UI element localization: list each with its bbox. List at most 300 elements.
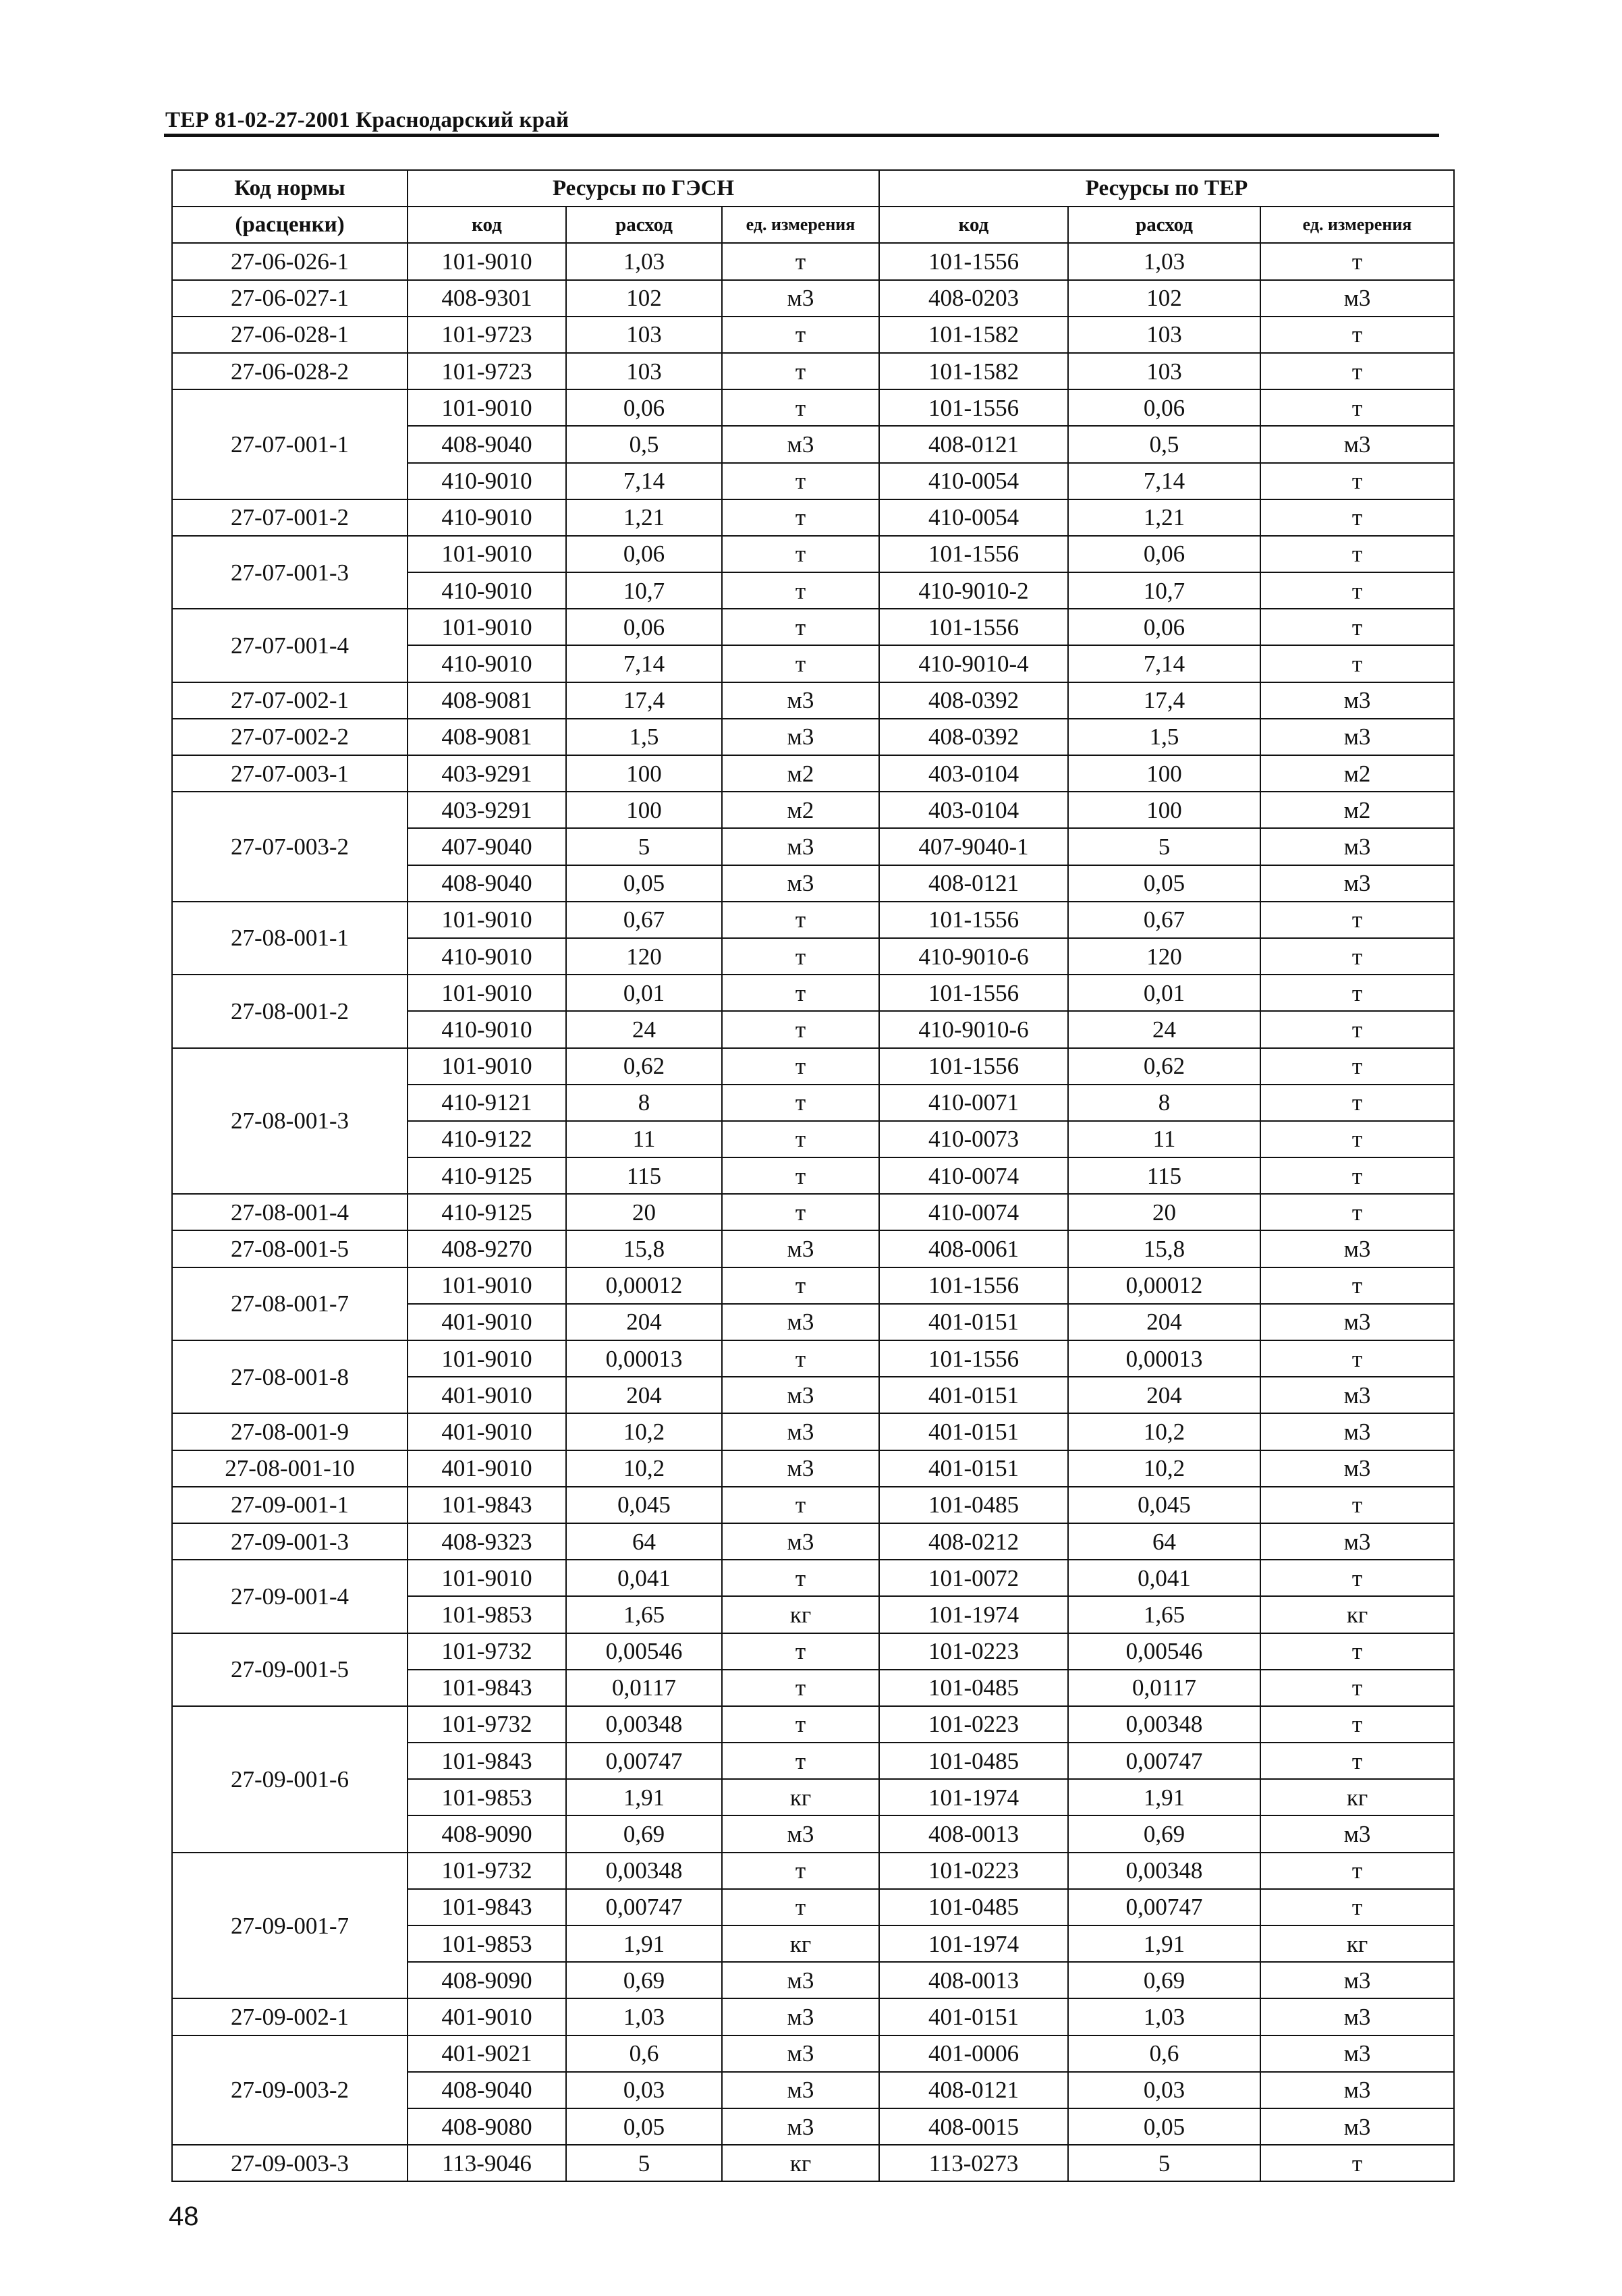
table-row (172, 2145, 1454, 2181)
ter-unit-cell: т (1260, 389, 1454, 426)
gesn-amount-cell: 10,2 (566, 1413, 722, 1450)
gesn-amount-cell: 11 (566, 1121, 722, 1157)
ter-code-cell: 410-0054 (879, 463, 1068, 499)
gesn-unit-cell: т (722, 609, 879, 645)
ter-code-cell: 403-0104 (879, 792, 1068, 828)
gesn-unit-cell: т (722, 1743, 879, 1779)
gesn-unit-cell: м3 (722, 1413, 879, 1450)
table-row (172, 1413, 1454, 1450)
gesn-amount-cell: 1,03 (566, 1998, 722, 2035)
ter-amount-cell: 0,05 (1068, 2108, 1260, 2145)
table-row (172, 536, 1454, 572)
gesn-code-cell: 101-9010 (408, 902, 566, 938)
ter-code-cell: 101-1556 (879, 389, 1068, 426)
gesn-code-cell: 407-9040 (408, 828, 566, 865)
ter-unit-cell: м3 (1260, 865, 1454, 902)
table-row (172, 1487, 1454, 1523)
gesn-unit-cell: т (722, 572, 879, 609)
page-header (164, 101, 1439, 135)
gesn-code-cell: 408-9090 (408, 1815, 566, 1852)
table-row (172, 1853, 1454, 1889)
ter-unit-cell: м3 (1260, 1998, 1454, 2035)
ter-code-cell: 410-9010-6 (879, 938, 1068, 975)
norm-code-cell: 27-08-001-3 (172, 1048, 408, 1195)
gesn-unit-cell: т (722, 1853, 879, 1889)
norm-code-cell: 27-08-001-7 (172, 1267, 408, 1340)
ter-code-cell: 101-0485 (879, 1670, 1068, 1706)
ter-code-cell: 410-0074 (879, 1194, 1068, 1230)
ter-unit-cell: т (1260, 1560, 1454, 1596)
gesn-amount-cell: 1,21 (566, 499, 722, 536)
gesn-code-cell: 401-9010 (408, 1413, 566, 1450)
ter-amount-header: расход (1068, 207, 1260, 243)
ter-amount-cell: 0,01 (1068, 975, 1260, 1011)
gesn-code-cell: 113-9046 (408, 2145, 566, 2181)
gesn-code-cell: 101-9723 (408, 353, 566, 389)
gesn-amount-cell: 7,14 (566, 645, 722, 682)
gesn-amount-cell: 10,7 (566, 572, 722, 609)
ter-amount-cell: 1,03 (1068, 1998, 1260, 2035)
ter-amount-cell: 8 (1068, 1085, 1260, 1121)
ter-code-cell: 101-1556 (879, 243, 1068, 279)
gesn-code-cell: 410-9122 (408, 1121, 566, 1157)
norm-code-cell: 27-08-001-10 (172, 1450, 408, 1487)
gesn-unit-cell: т (722, 1194, 879, 1230)
gesn-unit-cell: т (722, 1048, 879, 1085)
gesn-unit-cell: т (722, 645, 879, 682)
gesn-unit-cell: м3 (722, 1230, 879, 1267)
ter-unit-cell: т (1260, 975, 1454, 1011)
gesn-code-cell: 101-9010 (408, 1048, 566, 1085)
ter-amount-cell: 24 (1068, 1011, 1260, 1047)
ter-amount-cell: 0,00012 (1068, 1267, 1260, 1304)
ter-code-cell: 408-0392 (879, 719, 1068, 755)
ter-code-cell: 101-1582 (879, 317, 1068, 353)
norm-code-cell: 27-06-027-1 (172, 280, 408, 317)
norm-code-subheader: (расценки) (172, 207, 408, 243)
ter-amount-cell: 1,03 (1068, 243, 1260, 279)
ter-code-cell: 410-0054 (879, 499, 1068, 536)
ter-code-cell: 401-0151 (879, 1998, 1068, 2035)
ter-unit-cell: т (1260, 2145, 1454, 2181)
gesn-unit-cell: м3 (722, 719, 879, 755)
norm-code-cell: 27-07-001-1 (172, 389, 408, 499)
norm-code-cell: 27-08-001-8 (172, 1340, 408, 1413)
gesn-unit-cell: м3 (722, 1450, 879, 1487)
gesn-code-cell: 101-9010 (408, 389, 566, 426)
gesn-unit-cell: т (722, 1340, 879, 1377)
ter-amount-cell: 0,6 (1068, 2035, 1260, 2072)
ter-unit-cell: т (1260, 1048, 1454, 1085)
gesn-code-cell: 101-9010 (408, 243, 566, 279)
gesn-unit-cell: т (722, 1633, 879, 1670)
ter-code-cell: 113-0273 (879, 2145, 1068, 2181)
gesn-code-cell: 403-9291 (408, 755, 566, 792)
ter-amount-cell: 20 (1068, 1194, 1260, 1230)
ter-code-cell: 101-1556 (879, 536, 1068, 572)
gesn-unit-cell: м3 (722, 1523, 879, 1560)
ter-unit-cell: т (1260, 1633, 1454, 1670)
gesn-amount-cell: 115 (566, 1157, 722, 1194)
norm-code-cell: 27-09-003-2 (172, 2035, 408, 2145)
table-row (172, 2035, 1454, 2072)
gesn-unit-cell: т (722, 1157, 879, 1194)
gesn-unit-cell: т (722, 1085, 879, 1121)
gesn-unit-cell: м3 (722, 1998, 879, 2035)
ter-unit-cell: кг (1260, 1779, 1454, 1815)
gesn-unit-cell: м3 (722, 1377, 879, 1413)
gesn-amount-cell: 0,5 (566, 426, 722, 462)
gesn-unit-cell: т (722, 1889, 879, 1925)
gesn-unit-cell: т (722, 353, 879, 389)
gesn-amount-cell: 0,045 (566, 1487, 722, 1523)
gesn-amount-cell: 100 (566, 755, 722, 792)
norm-code-cell: 27-06-028-2 (172, 353, 408, 389)
gesn-code-cell: 101-9853 (408, 1596, 566, 1633)
gesn-amount-cell: 204 (566, 1304, 722, 1340)
ter-code-cell: 407-9040-1 (879, 828, 1068, 865)
ter-code-cell: 101-1556 (879, 902, 1068, 938)
gesn-amount-cell: 120 (566, 938, 722, 975)
ter-amount-cell: 0,05 (1068, 865, 1260, 902)
gesn-code-cell: 101-9723 (408, 317, 566, 353)
ter-amount-cell: 0,06 (1068, 536, 1260, 572)
ter-amount-cell: 204 (1068, 1304, 1260, 1340)
gesn-amount-cell: 0,03 (566, 2072, 722, 2108)
ter-unit-cell: м3 (1260, 1523, 1454, 1560)
gesn-code-cell: 101-9010 (408, 536, 566, 572)
gesn-code-cell: 101-9010 (408, 1340, 566, 1377)
ter-code-cell: 101-1974 (879, 1779, 1068, 1815)
gesn-code-cell: 101-9010 (408, 1560, 566, 1596)
table-row (172, 1048, 1454, 1085)
gesn-amount-cell: 103 (566, 317, 722, 353)
gesn-code-cell: 101-9843 (408, 1889, 566, 1925)
gesn-amount-cell: 0,06 (566, 536, 722, 572)
gesn-unit-cell: т (722, 902, 879, 938)
gesn-code-cell: 401-9010 (408, 1998, 566, 2035)
gesn-code-cell: 401-9010 (408, 1450, 566, 1487)
norm-code-cell: 27-06-028-1 (172, 317, 408, 353)
gesn-code-cell: 101-9010 (408, 609, 566, 645)
gesn-amount-cell: 0,01 (566, 975, 722, 1011)
gesn-code-cell: 101-9732 (408, 1853, 566, 1889)
gesn-code-cell: 101-9843 (408, 1487, 566, 1523)
ter-code-cell: 410-9010-4 (879, 645, 1068, 682)
ter-code-cell: 101-1582 (879, 353, 1068, 389)
ter-unit-cell: м3 (1260, 2108, 1454, 2145)
gesn-amount-cell: 5 (566, 2145, 722, 2181)
table-row (172, 499, 1454, 536)
ter-amount-cell: 10,2 (1068, 1413, 1260, 1450)
gesn-amount-cell: 1,03 (566, 243, 722, 279)
gesn-amount-cell: 0,00546 (566, 1633, 722, 1670)
table-row (172, 317, 1454, 353)
ter-amount-cell: 10,2 (1068, 1450, 1260, 1487)
gesn-code-cell: 101-9732 (408, 1633, 566, 1670)
gesn-unit-cell: т (722, 1487, 879, 1523)
gesn-amount-cell: 1,91 (566, 1925, 722, 1962)
ter-unit-cell: т (1260, 1670, 1454, 1706)
ter-amount-cell: 103 (1068, 317, 1260, 353)
ter-unit-cell: т (1260, 1194, 1454, 1230)
ter-code-cell: 101-1556 (879, 975, 1068, 1011)
ter-code-cell: 401-0151 (879, 1413, 1068, 1450)
ter-unit-cell: м3 (1260, 1304, 1454, 1340)
norm-code-cell: 27-09-001-5 (172, 1633, 408, 1706)
ter-unit-cell: т (1260, 1340, 1454, 1377)
table-row (172, 1998, 1454, 2035)
gesn-code-cell: 408-9323 (408, 1523, 566, 1560)
gesn-code-cell: 410-9010 (408, 1011, 566, 1047)
gesn-amount-cell: 17,4 (566, 682, 722, 719)
gesn-unit-cell: м2 (722, 792, 879, 828)
ter-amount-cell: 0,00013 (1068, 1340, 1260, 1377)
gesn-code-cell: 401-9021 (408, 2035, 566, 2072)
ter-unit-cell: кг (1260, 1596, 1454, 1633)
ter-unit-cell: т (1260, 1889, 1454, 1925)
ter-unit-cell: м3 (1260, 1450, 1454, 1487)
ter-unit-cell: м3 (1260, 2035, 1454, 2072)
gesn-amount-cell: 100 (566, 792, 722, 828)
ter-amount-cell: 1,5 (1068, 719, 1260, 755)
ter-unit-cell: т (1260, 902, 1454, 938)
gesn-code-cell: 408-9081 (408, 719, 566, 755)
ter-code-cell: 408-0121 (879, 426, 1068, 462)
ter-unit-cell: т (1260, 1011, 1454, 1047)
gesn-unit-cell: т (722, 1706, 879, 1743)
ter-amount-cell: 0,00546 (1068, 1633, 1260, 1670)
gesn-unit-cell: м3 (722, 1962, 879, 1998)
norm-code-cell: 27-07-003-2 (172, 792, 408, 902)
gesn-code-cell: 408-9301 (408, 280, 566, 317)
gesn-amount-cell: 0,0117 (566, 1670, 722, 1706)
ter-unit-cell: т (1260, 938, 1454, 975)
ter-amount-cell: 0,69 (1068, 1962, 1260, 1998)
gesn-code-cell: 410-9010 (408, 645, 566, 682)
gesn-amount-cell: 1,65 (566, 1596, 722, 1633)
gesn-amount-cell: 0,67 (566, 902, 722, 938)
document-title: ТЕР 81-02-27-2001 Краснодарский край (165, 108, 569, 132)
ter-amount-cell: 204 (1068, 1377, 1260, 1413)
table-row (172, 1523, 1454, 1560)
gesn-code-cell: 101-9853 (408, 1779, 566, 1815)
gesn-amount-cell: 0,05 (566, 2108, 722, 2145)
gesn-unit-cell: м3 (722, 426, 879, 462)
ter-unit-cell: м3 (1260, 1377, 1454, 1413)
gesn-amount-cell: 8 (566, 1085, 722, 1121)
gesn-unit-cell: кг (722, 2145, 879, 2181)
gesn-code-cell: 101-9732 (408, 1706, 566, 1743)
ter-code-cell: 101-1556 (879, 1048, 1068, 1085)
gesn-unit-cell: т (722, 389, 879, 426)
ter-code-cell: 408-0013 (879, 1815, 1068, 1852)
gesn-unit-cell: кг (722, 1779, 879, 1815)
norm-code-cell: 27-08-001-2 (172, 975, 408, 1047)
gesn-unit-cell: т (722, 317, 879, 353)
ter-amount-cell: 0,67 (1068, 902, 1260, 938)
gesn-unit-cell: м3 (722, 1304, 879, 1340)
gesn-code-cell: 410-9125 (408, 1157, 566, 1194)
ter-unit-cell: м3 (1260, 1962, 1454, 1998)
ter-amount-cell: 120 (1068, 938, 1260, 975)
ter-unit-cell: т (1260, 1487, 1454, 1523)
ter-amount-cell: 1,91 (1068, 1925, 1260, 1962)
gesn-amount-cell: 1,5 (566, 719, 722, 755)
gesn-amount-cell: 24 (566, 1011, 722, 1047)
norm-code-cell: 27-07-001-3 (172, 536, 408, 609)
norm-code-cell: 27-07-001-4 (172, 609, 408, 682)
table-row (172, 389, 1454, 426)
ter-amount-cell: 0,041 (1068, 1560, 1260, 1596)
ter-amount-cell: 7,14 (1068, 463, 1260, 499)
gesn-unit-cell: т (722, 243, 879, 279)
ter-code-cell: 101-1556 (879, 1340, 1068, 1377)
ter-unit-cell: т (1260, 1085, 1454, 1121)
norm-code-cell: 27-08-001-9 (172, 1413, 408, 1450)
ter-amount-cell: 7,14 (1068, 645, 1260, 682)
ter-unit-cell: т (1260, 1121, 1454, 1157)
ter-unit-cell: м2 (1260, 755, 1454, 792)
gesn-unit-cell: т (722, 1121, 879, 1157)
gesn-code-cell: 408-9081 (408, 682, 566, 719)
ter-amount-cell: 0,045 (1068, 1487, 1260, 1523)
ter-code-cell: 408-0015 (879, 2108, 1068, 2145)
ter-amount-cell: 17,4 (1068, 682, 1260, 719)
ter-code-cell: 101-1556 (879, 609, 1068, 645)
gesn-unit-cell: т (722, 499, 879, 536)
header-rule (164, 134, 1439, 137)
ter-amount-cell: 10,7 (1068, 572, 1260, 609)
ter-unit-cell: т (1260, 1853, 1454, 1889)
ter-code-cell: 101-1556 (879, 1267, 1068, 1304)
gesn-unit-cell: т (722, 1560, 879, 1596)
ter-code-cell: 408-0203 (879, 280, 1068, 317)
ter-amount-cell: 100 (1068, 792, 1260, 828)
gesn-unit-cell: т (722, 1670, 879, 1706)
gesn-code-cell: 401-9010 (408, 1377, 566, 1413)
ter-unit-cell: т (1260, 1157, 1454, 1194)
ter-code-cell: 101-0223 (879, 1853, 1068, 1889)
table-row (172, 243, 1454, 279)
ter-resources-header: Ресурсы по ТЕР (879, 170, 1454, 207)
norm-code-cell: 27-07-002-1 (172, 682, 408, 719)
gesn-code-cell: 408-9040 (408, 2072, 566, 2108)
table-row (172, 1706, 1454, 1743)
ter-amount-cell: 5 (1068, 828, 1260, 865)
gesn-code-cell: 101-9843 (408, 1743, 566, 1779)
gesn-unit-cell: м3 (722, 2072, 879, 2108)
gesn-code-cell: 410-9010 (408, 938, 566, 975)
ter-amount-cell: 0,06 (1068, 609, 1260, 645)
norm-code-cell: 27-08-001-5 (172, 1230, 408, 1267)
gesn-amount-cell: 64 (566, 1523, 722, 1560)
gesn-code-cell: 408-9090 (408, 1962, 566, 1998)
table-row (172, 609, 1454, 645)
gesn-amount-cell: 0,69 (566, 1962, 722, 1998)
norm-code-header: Код нормы (172, 170, 408, 207)
gesn-code-cell: 101-9010 (408, 1267, 566, 1304)
ter-unit-cell: м3 (1260, 280, 1454, 317)
gesn-code-cell: 403-9291 (408, 792, 566, 828)
ter-code-cell: 401-0151 (879, 1304, 1068, 1340)
ter-amount-cell: 0,69 (1068, 1815, 1260, 1852)
norm-code-cell: 27-07-002-2 (172, 719, 408, 755)
gesn-code-cell: 408-9270 (408, 1230, 566, 1267)
ter-unit-cell: т (1260, 463, 1454, 499)
ter-unit-cell: кг (1260, 1925, 1454, 1962)
norm-code-cell: 27-08-001-4 (172, 1194, 408, 1230)
gesn-code-header: код (408, 207, 566, 243)
page-number: 48 (169, 2202, 199, 2231)
ter-unit-cell: т (1260, 572, 1454, 609)
ter-amount-cell: 1,91 (1068, 1779, 1260, 1815)
ter-code-cell: 101-0485 (879, 1889, 1068, 1925)
ter-unit-header: ед. измерения (1260, 207, 1454, 243)
ter-unit-cell: м3 (1260, 1230, 1454, 1267)
gesn-unit-cell: т (722, 1267, 879, 1304)
ter-code-cell: 410-9010-2 (879, 572, 1068, 609)
gesn-unit-cell: т (722, 1011, 879, 1047)
ter-code-cell: 401-0006 (879, 2035, 1068, 2072)
ter-amount-cell: 100 (1068, 755, 1260, 792)
ter-amount-cell: 115 (1068, 1157, 1260, 1194)
gesn-amount-cell: 0,00013 (566, 1340, 722, 1377)
ter-amount-cell: 102 (1068, 280, 1260, 317)
gesn-amount-cell: 0,041 (566, 1560, 722, 1596)
norm-code-cell: 27-07-001-2 (172, 499, 408, 536)
gesn-amount-cell: 0,6 (566, 2035, 722, 2072)
table-row (172, 755, 1454, 792)
table-row (172, 1267, 1454, 1304)
ter-unit-cell: т (1260, 536, 1454, 572)
gesn-amount-cell: 204 (566, 1377, 722, 1413)
ter-unit-cell: т (1260, 609, 1454, 645)
gesn-unit-cell: м3 (722, 280, 879, 317)
gesn-unit-cell: т (722, 463, 879, 499)
ter-code-cell: 403-0104 (879, 755, 1068, 792)
ter-amount-cell: 1,65 (1068, 1596, 1260, 1633)
gesn-code-cell: 408-9040 (408, 426, 566, 462)
ter-code-cell: 408-0392 (879, 682, 1068, 719)
gesn-unit-cell: м3 (722, 865, 879, 902)
norm-code-cell: 27-09-001-4 (172, 1560, 408, 1633)
gesn-amount-cell: 0,00348 (566, 1706, 722, 1743)
ter-unit-cell: т (1260, 1743, 1454, 1779)
gesn-resources-header: Ресурсы по ГЭСН (408, 170, 879, 207)
gesn-amount-cell: 20 (566, 1194, 722, 1230)
ter-code-cell: 408-0212 (879, 1523, 1068, 1560)
gesn-amount-cell: 0,00747 (566, 1889, 722, 1925)
gesn-amount-cell: 0,05 (566, 865, 722, 902)
gesn-unit-cell: м3 (722, 682, 879, 719)
ter-unit-cell: м3 (1260, 1815, 1454, 1852)
gesn-unit-cell: кг (722, 1596, 879, 1633)
ter-code-cell: 408-0061 (879, 1230, 1068, 1267)
gesn-unit-cell: м3 (722, 2108, 879, 2145)
gesn-amount-cell: 0,00012 (566, 1267, 722, 1304)
table-head (172, 170, 1454, 243)
gesn-amount-cell: 103 (566, 353, 722, 389)
gesn-code-cell: 410-9010 (408, 572, 566, 609)
ter-amount-cell: 0,62 (1068, 1048, 1260, 1085)
gesn-amount-cell: 1,91 (566, 1779, 722, 1815)
ter-code-cell: 101-0072 (879, 1560, 1068, 1596)
ter-unit-cell: м3 (1260, 426, 1454, 462)
norm-code-cell: 27-09-002-1 (172, 1998, 408, 2035)
table-row (172, 1230, 1454, 1267)
gesn-code-cell: 410-9125 (408, 1194, 566, 1230)
